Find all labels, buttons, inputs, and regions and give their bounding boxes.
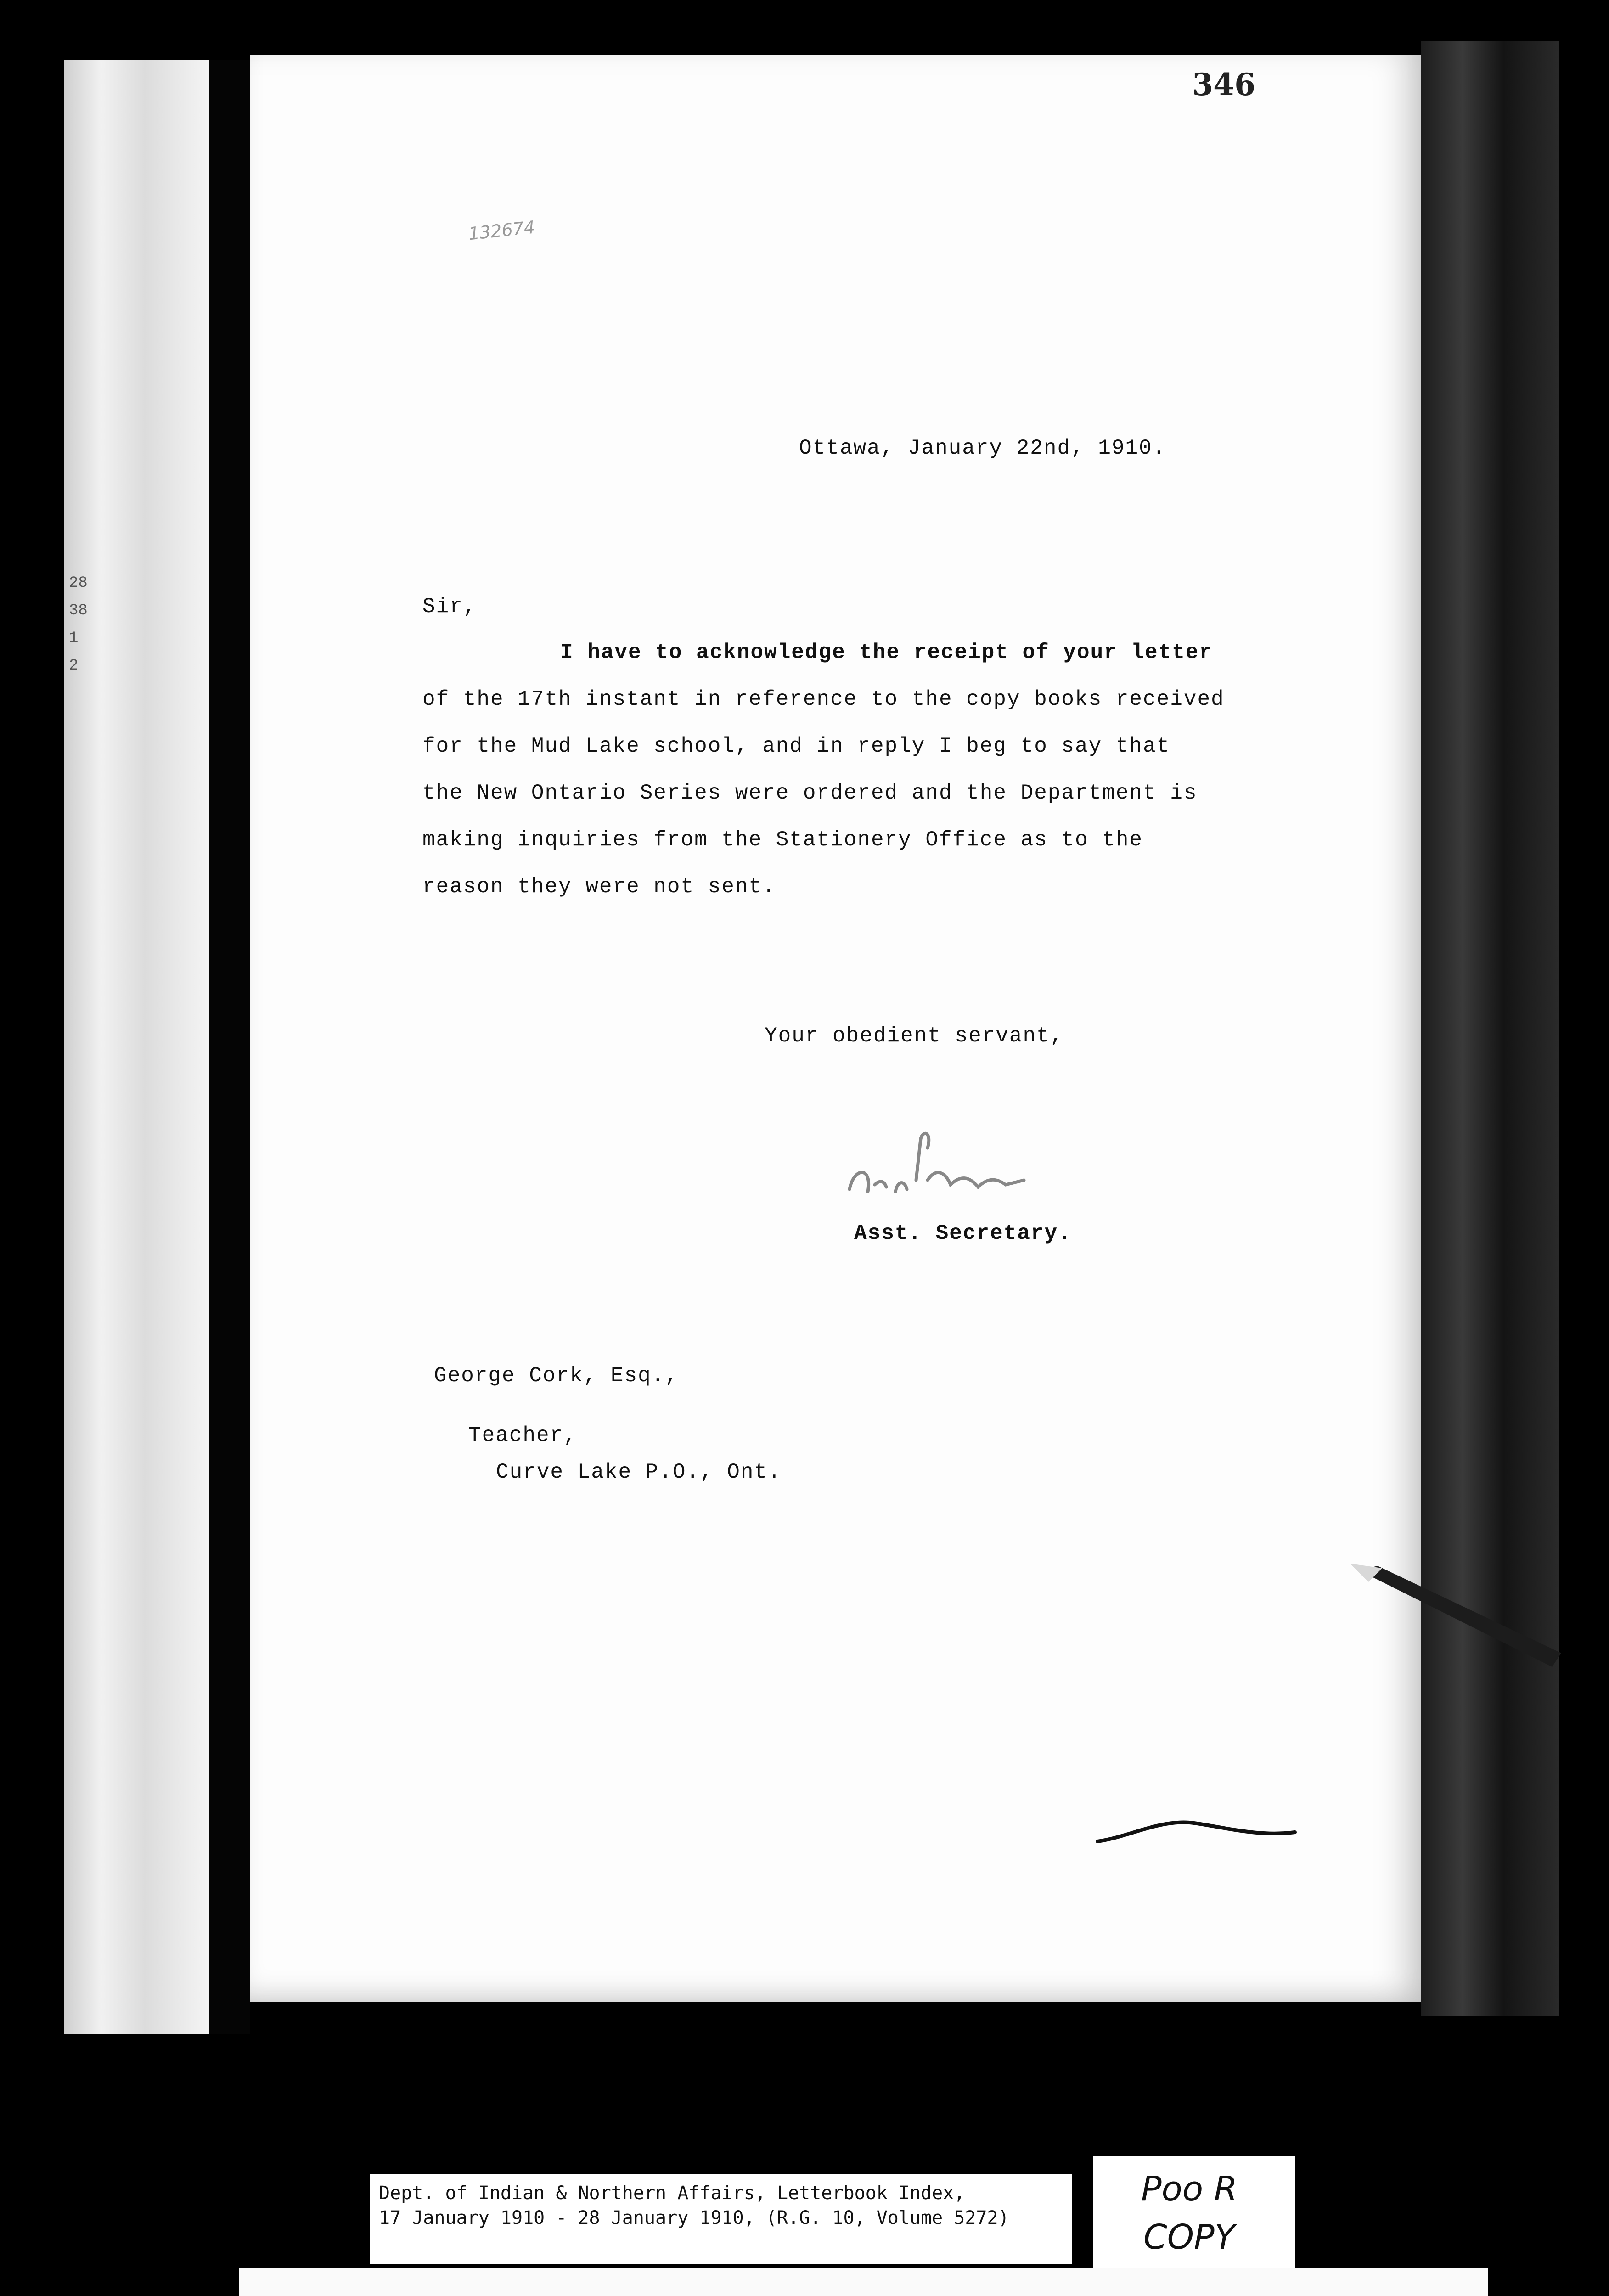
pencil-reference: 132674	[467, 217, 536, 244]
addressee-name: George Cork, Esq.,	[434, 1364, 679, 1388]
reference-line: 17 January 1910 - 28 January 1910, (R.G. 10, Volume 5272)	[379, 2207, 1009, 2228]
folio-number: 346	[1192, 67, 1255, 102]
body-line: making inquiries from the Stationery Office as to the	[422, 828, 1143, 852]
pen-pointer	[1350, 1561, 1561, 1674]
body-line: the New Ontario Series were ordered and the Department is	[422, 781, 1198, 805]
pencil-squiggle	[1093, 1814, 1304, 1853]
signatory-title: Asst. Secretary.	[854, 1221, 1072, 1245]
handwritten-note	[1120, 2165, 1258, 2262]
binding-marks	[69, 569, 124, 891]
addressee-position: Teacher,	[468, 1424, 577, 1447]
archival-reference-label	[370, 2174, 1072, 2264]
closing: Your obedient servant,	[765, 1024, 1064, 1048]
archives-card	[239, 2268, 1488, 2296]
binding-strip	[64, 60, 211, 2034]
handwritten-signature	[840, 1111, 1052, 1215]
page-stack-edge	[1421, 41, 1559, 2016]
letter-body	[422, 629, 1225, 910]
binding-mark: 2	[69, 657, 79, 675]
binding-mark: 38	[69, 602, 88, 619]
addressee-address: Curve Lake P.O., Ont.	[496, 1460, 782, 1484]
binding-gutter	[209, 60, 250, 2034]
reference-line: Dept. of Indian & Northern Affairs, Letterbook Index,	[379, 2183, 965, 2204]
salutation: Sir,	[422, 595, 477, 619]
body-line: I have to acknowledge the receipt of your letter	[560, 641, 1213, 664]
binding-mark: 1	[69, 630, 79, 647]
note-line: Poo R	[1141, 2169, 1238, 2209]
body-line: reason they were not sent.	[422, 875, 776, 899]
body-line: for the Mud Lake school, and in reply I beg to say that	[422, 734, 1170, 758]
letter-date: Ottawa, January 22nd, 1910.	[799, 436, 1166, 460]
binding-mark: 28	[69, 574, 88, 592]
body-line: of the 17th instant in reference to the copy books received	[422, 687, 1225, 711]
note-line: COPY	[1143, 2217, 1235, 2257]
